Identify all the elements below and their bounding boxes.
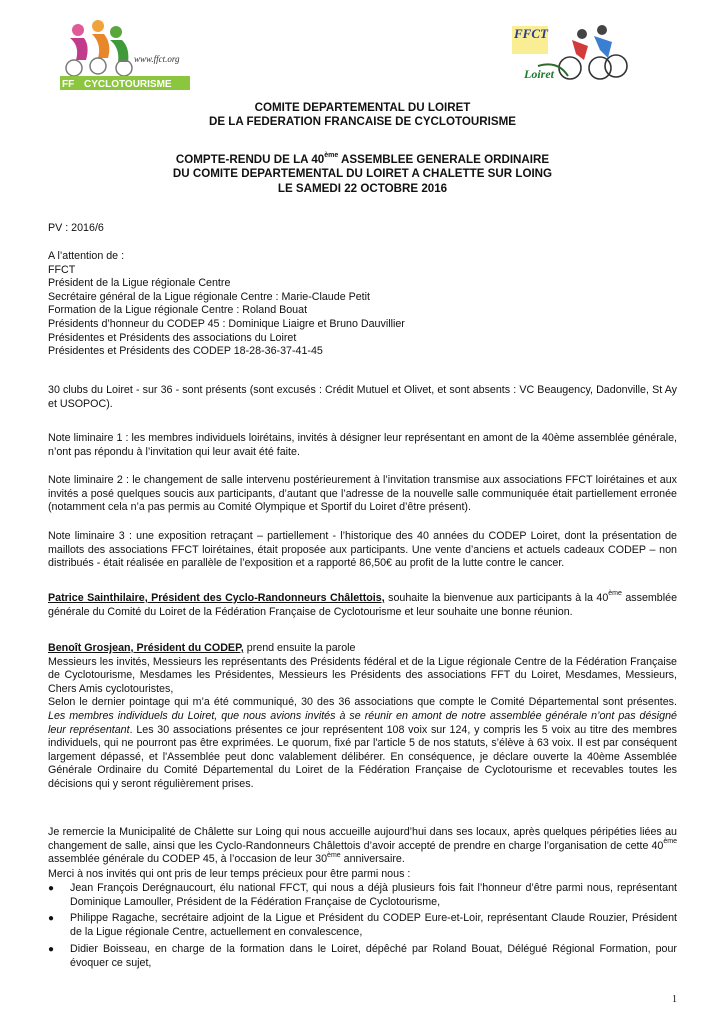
attention-line: Président de la Ligue régionale Centre [48, 277, 231, 290]
attention-line: Présidents d’honneur du CODEP 45 : Dominique Liaigre et Bruno Dauvillier [48, 317, 405, 330]
attention-line: Secrétaire général de la Ligue régionale Centre : Marie-Claude Petit [48, 290, 370, 303]
welcome-paragraph: Patrice Sainthilaire, Président des Cyclo-Randonneurs Châlettois, souhaite la bienvenue aux participants à la 40ème assemblée générale du Comité du Loiret de la Fédération Française de Cyclotourisme et leur souhaite une bonne réunion. [48, 590, 678, 618]
list-item: ● Didier Boisseau, en charge de la formation dans le Loiret, dépêché par Roland Bouat, Délégué Régional Formation, pour évoquer ce sujet, [48, 943, 677, 969]
bullet-icon: ● [48, 944, 55, 955]
title-line: COMITE DEPARTEMENTAL DU LOIRET [254, 101, 471, 114]
note-paragraph: Note liminaire 3 : une exposition retraçant – partiellement - l’historique des 40 années du CODEP Loiret, dont la présentation de maillots des associations FFCT loirétaines, était proposée aux participants. Une vente d’anciens et actuels cadeaux CODEP – non distribués - était réalisée en parallèle de l’exposition et a rapporté 86,50€ au profit de la lutte contre le cancer. [48, 530, 677, 570]
title-committee [48, 101, 677, 130]
ffct-cyclotourisme-logo [58, 16, 198, 94]
svg-text:CYCLOTOURISME: CYCLOTOURISME [84, 79, 172, 90]
attention-line: Présidentes et Présidents des CODEP 18-28-36-37-41-45 [48, 345, 323, 358]
note-paragraph: Note liminaire 2 : le changement de salle intervenu postérieurement à l’invitation transmise aux associations FFCT loirétaines et aux invités a posé quelques soucis aux participants, d’autant que l’adresse de la nouvelle salle communiquée était partiellement erronée (notamment cela n’a pas permis au Comité Olympique et Sportif du Loiret d’être présent). [48, 474, 677, 514]
attention-line: Formation de la Ligue régionale Centre : Roland Bouat [48, 304, 308, 317]
svg-text:Loiret: Loiret [524, 67, 554, 81]
svg-text:FFCT: FFCT [514, 26, 548, 41]
thanks-paragraph: Je remercie la Municipalité de Châlette sur Loing qui nous accueille aujourd’hui dans ses locaux, après quelques péripéties liées au changement de salle, ainsi que les Cyclo-Randonneurs Châlettois d’avoir accepté de prendre en charge l’organisation de cette 40ème assemblée générale du CODEP 45, à l’occasion de leur 30ème anniversaire. [48, 826, 677, 866]
speaker-name: Patrice Sainthilaire, Président des Cyclo-Randonneurs Châlettois, [48, 592, 385, 604]
svg-text:www.ffct.org: www.ffct.org [134, 54, 180, 64]
speech-paragraph: Messieurs les invités, Messieurs les représentants des Présidents fédéral et de la Ligue régionale Centre de la Fédération Française de Cyclotourisme, Mesdames les Présidentes, Messieurs les Présidents des associations FFT du Loiret, Mesdames, Messieurs, Chers Amis cyclotouristes, [48, 655, 677, 695]
note-paragraph: Note liminaire 1 : les membres individuels loirétains, invités à désigner leur représentant en amont de la 40ème assemblée générale, n’ont pas répondu à l’invitation qui leur avait été faite. [48, 432, 677, 458]
cyclists-logo-icon [58, 16, 198, 94]
list-item: ● Jean François Derégnaucourt, élu national FFCT, qui nous a déjà plusieurs fois fait l’honneur d’être parmi nous, représentant Dominique Lamouller, Président de la Fédération Française de Cyclotourisme, [48, 882, 677, 908]
title-line: DE LA FEDERATION FRANCAISE DE CYCLOTOURISME [208, 115, 517, 129]
svg-text:FF: FF [62, 79, 75, 90]
title-line: COMPTE-RENDU DE LA 40ème ASSEMBLEE GENERALE ORDINAIRE [175, 152, 550, 166]
attention-line: Présidentes et Présidents des associations du Loiret [48, 331, 297, 344]
clubs-paragraph: 30 clubs du Loiret - sur 36 - sont présents (sont excusés : Crédit Mutuel et Olivet, et sont absents : VC Beaugency, Dadonville, St Ay et USOPOC). [48, 384, 677, 410]
speech-section [48, 642, 677, 792]
speaker-name: Benoît Grosjean, Président du CODEP, [48, 642, 244, 654]
attention-block [48, 250, 677, 359]
loiret-cyclist-logo-icon [508, 20, 648, 86]
guests-intro: Merci à nos invités qui ont pris de leur temps précieux pour être parmi nous : [48, 868, 411, 880]
speech-intro: Benoît Grosjean, Président du CODEP, prend ensuite la parole [48, 642, 356, 654]
attention-heading: A l’attention de : [48, 250, 125, 262]
speech-paragraph: Selon le dernier pointage qui m’a été communiqué, 30 des 36 associations que compte le Comité Départemental sont présentes. Les membres individuels du Loiret, que nous avions invités à se réunir en amont de notre assemblée générale n’ont pas désigné leur représentant. Les 30 associations présentes ce jour représentent 108 voix sur 124, y compris les 5 voix au titre des membres individuels, qui ne pourront pas être exprimées. Le quorum, fixé par l'article 5 de nos statuts, s’élève à 63 voix. Il est par conséquent largement dépassé, et l'Assemblée peut donc valablement délibérer. En conséquence, je déclare ouverte la 40ème Assemblée Générale Ordinaire du Comité Départemental du Loiret de la Fédération Française de Cyclotourisme et recevables toutes les décisions qui y seront régulièrement prises. [48, 696, 677, 790]
bullet-icon: ● [48, 913, 55, 924]
pv-reference: PV : 2016/6 [48, 222, 104, 234]
title-line: LE SAMEDI 22 OCTOBRE 2016 [277, 181, 448, 195]
ffct-loiret-logo [508, 20, 648, 86]
title-report [48, 153, 677, 196]
attention-line: FFCT [48, 263, 76, 276]
bullet-icon: ● [48, 883, 55, 894]
page-number: 1 [672, 994, 677, 1005]
list-item: ● Philippe Ragache, secrétaire adjoint de la Ligue et Président du CODEP Eure-et-Loir, représentant Claude Rouzier, Président de la Ligue régionale Centre, actuellement en convalescence, [48, 912, 677, 938]
title-line: DU COMITE DEPARTEMENTAL DU LOIRET A CHALETTE SUR LOING [172, 167, 553, 181]
